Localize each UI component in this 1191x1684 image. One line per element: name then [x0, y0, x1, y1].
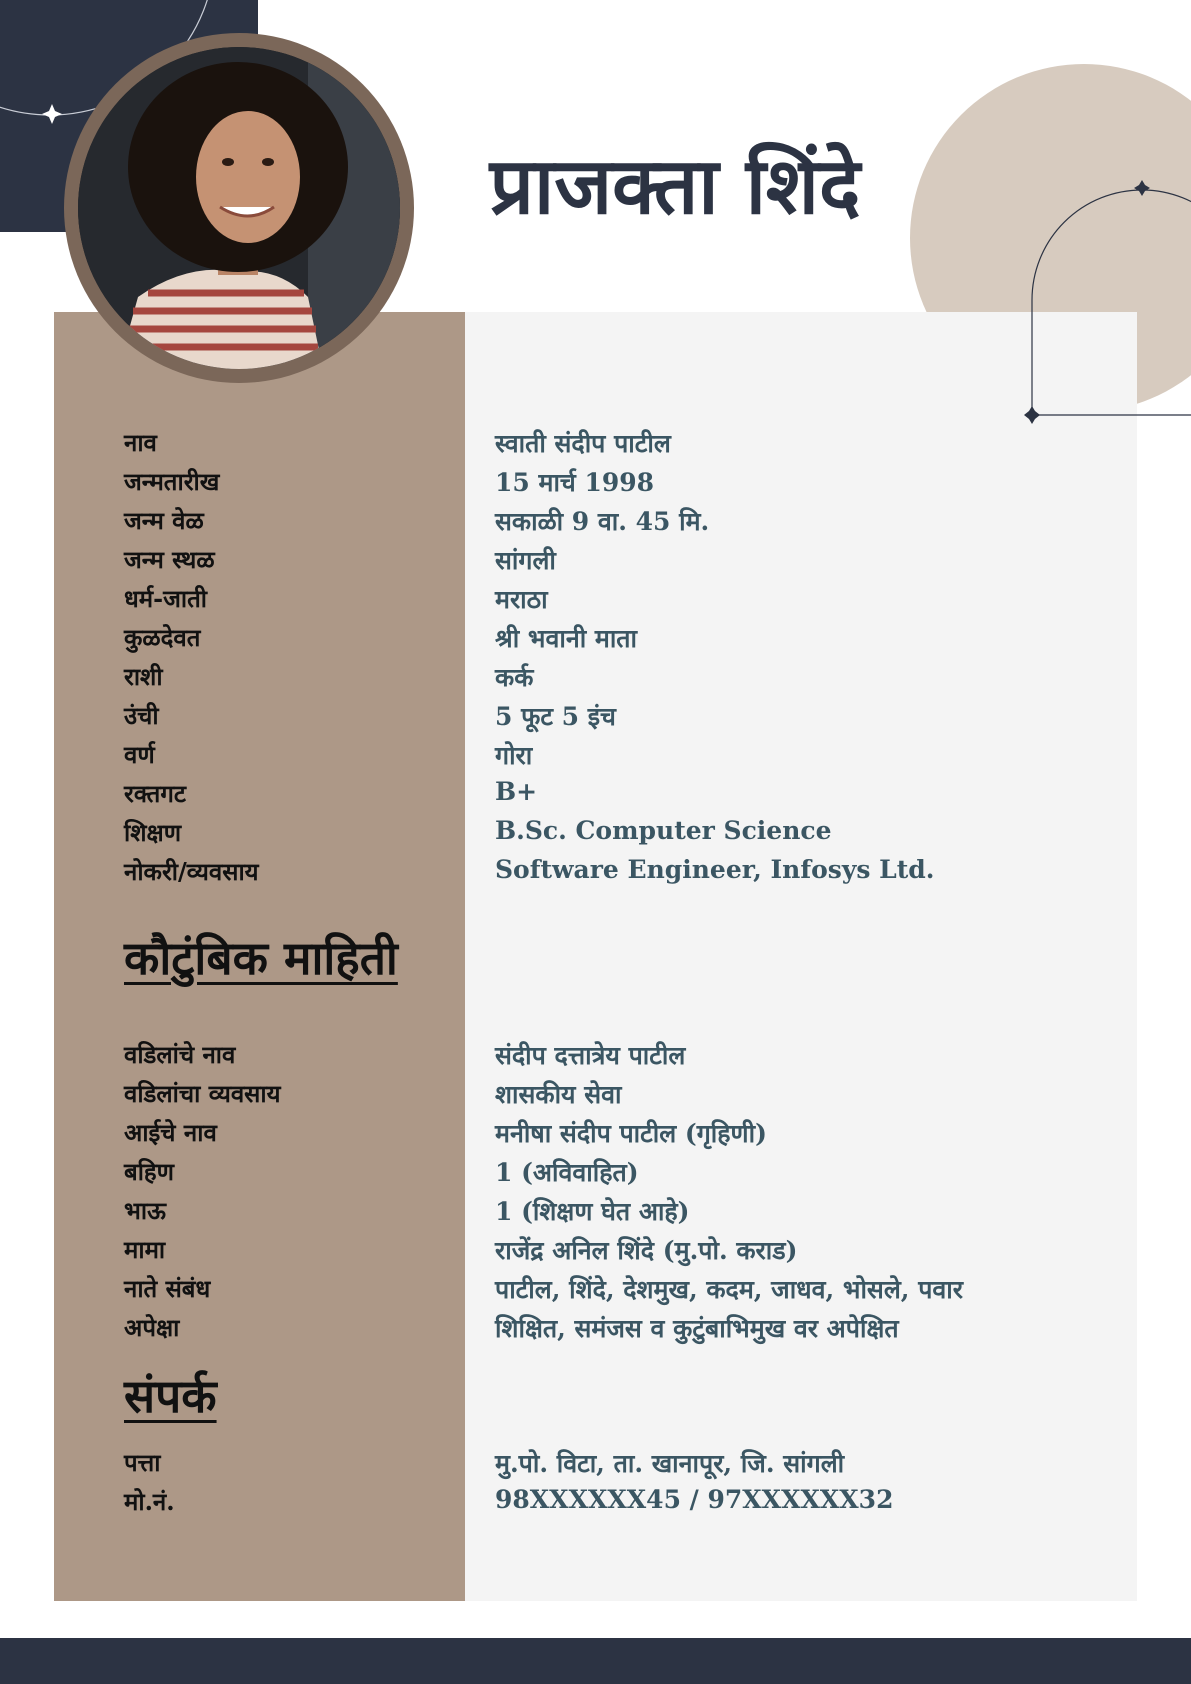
contact-row [0, 1446, 1191, 1480]
family-value: मनीषा संदीप पाटील (गृहिणी) [495, 1119, 767, 1148]
detail-value: 5 फूट 5 इंच [495, 702, 616, 731]
family-label: मामा [124, 1235, 166, 1264]
family-label: अपेक्षा [124, 1313, 180, 1342]
family-value: 1 (शिक्षण घेत आहे) [495, 1197, 690, 1226]
family-label: भाऊ [124, 1196, 166, 1225]
detail-row [0, 777, 1191, 811]
detail-label: नोकरी/व्यवसाय [124, 857, 259, 886]
detail-row [0, 738, 1191, 772]
contact-label: मो.नं. [124, 1487, 175, 1516]
family-row [0, 1155, 1191, 1189]
detail-value: गोरा [495, 741, 533, 770]
detail-value: श्री भवानी माता [495, 624, 638, 653]
family-row [0, 1116, 1191, 1150]
family-label: वडिलांचे नाव [124, 1040, 236, 1069]
detail-label: उंची [124, 701, 159, 730]
family-label: नाते संबंध [124, 1274, 211, 1303]
family-section-heading: कौटुंबिक माहिती [124, 931, 398, 985]
family-row [0, 1311, 1191, 1345]
detail-row [0, 660, 1191, 694]
detail-row [0, 504, 1191, 538]
detail-value: B.Sc. Computer Science [495, 816, 832, 845]
family-value: संदीप दत्तात्रेय पाटील [495, 1041, 686, 1070]
detail-label: वर्ण [124, 740, 155, 769]
detail-row [0, 699, 1191, 733]
family-row [0, 1077, 1191, 1111]
detail-label: शिक्षण [124, 818, 182, 847]
detail-value: 15 मार्च 1998 [495, 468, 655, 497]
family-value: पाटील, शिंदे, देशमुख, कदम, जाधव, भोसले, पवार [495, 1275, 963, 1304]
family-row [0, 1272, 1191, 1306]
detail-row [0, 465, 1191, 499]
family-label: वडिलांचा व्यवसाय [124, 1079, 281, 1108]
detail-value: B+ [495, 777, 538, 806]
contact-label: पत्ता [124, 1448, 161, 1477]
detail-label: जन्म स्थळ [124, 545, 215, 574]
detail-row [0, 621, 1191, 655]
detail-label: जन्म वेळ [124, 506, 204, 535]
detail-row [0, 543, 1191, 577]
family-label: आईचे नाव [124, 1118, 217, 1147]
contact-section-heading: संपर्क [124, 1369, 217, 1423]
detail-value: मराठा [495, 585, 548, 614]
family-value: शासकीय सेवा [495, 1080, 622, 1109]
detail-value: सांगली [495, 546, 556, 575]
detail-label: राशी [124, 662, 163, 691]
footer-bar [0, 1638, 1191, 1684]
family-row [0, 1194, 1191, 1228]
profile-name-title: प्राजक्ता शिंदे [489, 142, 861, 232]
contact-row [0, 1485, 1191, 1519]
detail-row [0, 426, 1191, 460]
detail-value: स्वाती संदीप पाटील [495, 429, 671, 458]
detail-label: नाव [124, 428, 157, 457]
detail-value: Software Engineer, Infosys Ltd. [495, 855, 935, 884]
detail-row [0, 816, 1191, 850]
detail-label: कुळदेवत [124, 623, 201, 652]
family-row [0, 1233, 1191, 1267]
detail-row [0, 855, 1191, 889]
contact-value: 98XXXXXX45 / 97XXXXXX32 [495, 1485, 894, 1514]
detail-row [0, 582, 1191, 616]
family-value: राजेंद्र अनिल शिंदे (मु.पो. कराड) [495, 1236, 798, 1265]
detail-value: सकाळी 9 वा. 45 मि. [495, 507, 710, 536]
detail-value: कर्क [495, 663, 534, 692]
family-value: 1 (अविवाहित) [495, 1158, 639, 1187]
detail-label: जन्मतारीख [124, 467, 220, 496]
family-label: बहिण [124, 1157, 175, 1186]
family-row [0, 1038, 1191, 1072]
detail-label: धर्म-जाती [124, 584, 207, 613]
profile-photo [78, 47, 400, 369]
contact-value: मु.पो. विटा, ता. खानापूर, जि. सांगली [495, 1449, 845, 1478]
detail-label: रक्तगट [124, 779, 186, 808]
family-value: शिक्षित, समंजस व कुटुंबाभिमुख वर अपेक्षित [495, 1314, 899, 1343]
